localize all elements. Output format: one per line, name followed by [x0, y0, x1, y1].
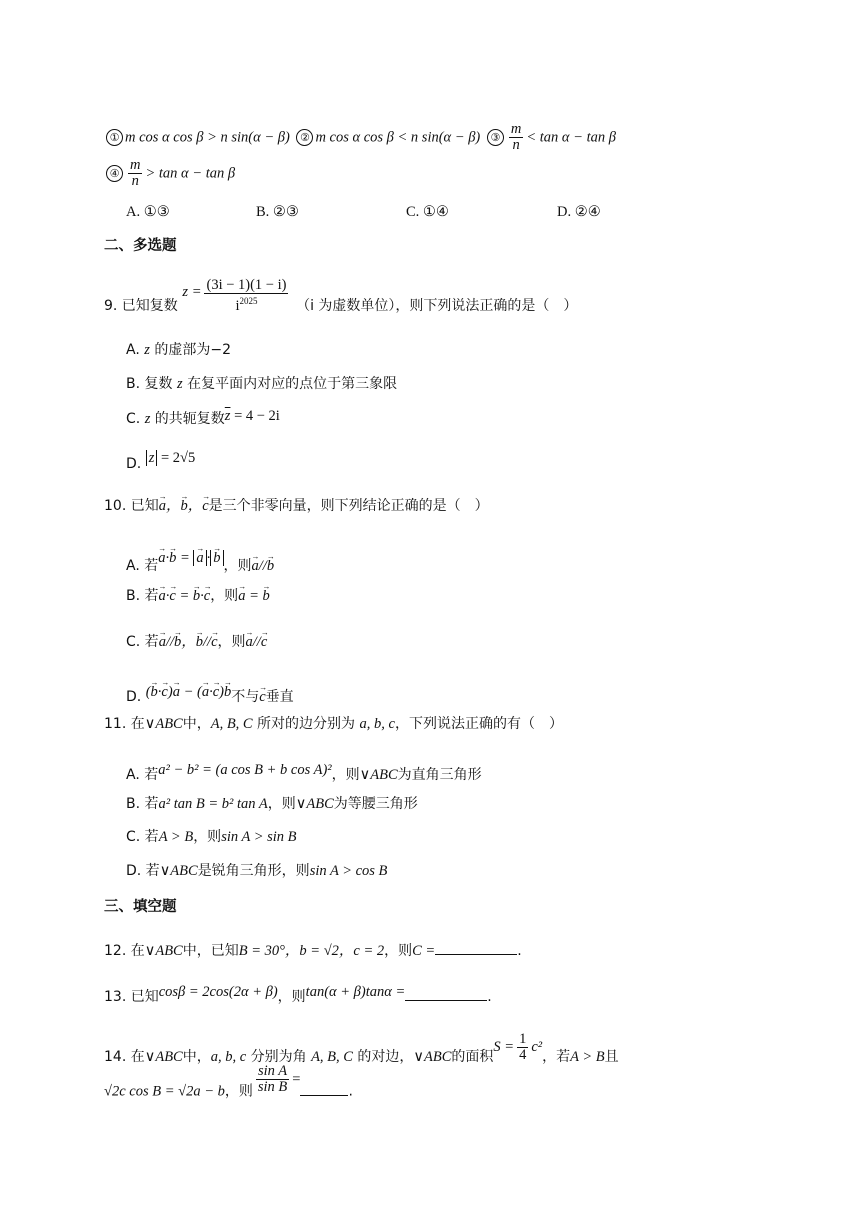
q9-z: z = [182, 284, 202, 300]
q13-stem: 13. 已知cosβ = 2cos(2α + β)，则tan(α + β)tanα = . [104, 984, 492, 1005]
q11-option-a[interactable]: A. 若a² − b² = (a cos B + b cos A)²，则∨ABC为直角三角形 [126, 762, 482, 783]
q9-stem [104, 278, 577, 314]
q8-option-d[interactable]: D. ②④ [557, 204, 601, 220]
q8-option-b[interactable]: B. ②③ [256, 204, 299, 220]
q9-option-c[interactable]: C. z 的共轭复数$\overline{z} = 4 - 2i$ [126, 408, 280, 427]
q8-statements-line1 [104, 122, 616, 153]
q8-statement-2: m cos α cos β < n sin(α − β) [315, 129, 481, 146]
label-1-icon: ① [106, 129, 123, 146]
q8-statement-1: m cos α cos β > n sin(α − β) [125, 129, 290, 146]
q9-option-b[interactable]: B. 复数 z 在复平面内对应的点位于第三象限 [126, 376, 398, 392]
section-3-heading: 三、填空题 [104, 899, 177, 915]
q14-stem-line2: √2c cos B = √2a − b，则 $\frac{\text{sin A}}{\text{sin B}}$ =. [104, 1063, 353, 1100]
q14-ratio-fraction: $\frac{\text{sin A}}{\text{sin B}}$ [257, 1063, 288, 1095]
q8-statements-line2 [104, 158, 235, 189]
q8-statement-3: < tan α − tan β [526, 129, 616, 146]
q10-option-a[interactable]: A. 若→ a·→ b = → a · → b ，则→ a//→ b [126, 548, 274, 576]
q8-option-c[interactable]: C. ①④ [406, 204, 449, 220]
q14-area-fraction: $\frac{1}{4}$ [519, 1031, 527, 1063]
q11-option-c[interactable]: C. 若A > B，则sin A > sin B [126, 829, 297, 845]
q9-stem-pre: 9. 已知复数 [104, 298, 178, 314]
q8-fraction-4: $\frac{m}{n}$ [130, 157, 141, 189]
q9-option-a[interactable]: A. z 的虚部为−2 [126, 342, 231, 358]
q14-answer-blank[interactable] [300, 1081, 348, 1096]
q10-option-b[interactable]: B. 若→ a·→ c = → b·→ c，则→ a = → b [126, 586, 270, 606]
q12-stem: 12. 在∨ABC中，已知B = 30°，b = √2，c = 2，则C = . [104, 940, 522, 961]
q9-fraction: $\frac{(3i - 1)(1 - i)}{i^{2025}}$ [206, 277, 287, 314]
q14-stem-line1: 14. 在∨ABC中，a, b, c 分别为角 A, B, C 的对边，∨ABC的面积S = $\frac{1}{4}$ c²，若A > B且 [104, 1031, 619, 1065]
label-2-icon: ② [296, 129, 313, 146]
q10-option-c[interactable]: C. 若→ a//→ b，→ b//→ c，则→ a//→ c [126, 632, 267, 652]
q10-option-d[interactable]: D. (→ b·→ c)→ a − (→ a·→ c)→ b不与→ c垂直 [126, 682, 294, 707]
section-2-heading: 二、多选题 [104, 238, 177, 254]
q8-fraction-3: $\frac{m}{n}$ [510, 121, 522, 153]
q11-stem: 11. 在∨ABC中，A, B, C 所对的边分别为 a, b, c，下列说法正确的有（ ） [104, 716, 563, 732]
q13-answer-blank[interactable] [405, 986, 487, 1001]
label-3-icon: ③ [487, 129, 504, 146]
q11-option-b[interactable]: B. 若a² tan B = b² tan A，则∨ABC为等腰三角形 [126, 796, 418, 812]
q8-statement-4: > tan α − tan β [145, 165, 236, 182]
label-4-icon: ④ [106, 165, 123, 182]
q9-stem-post: （i 为虚数单位），则下列说法正确的是（ ） [296, 298, 578, 314]
q10-stem: 10. 已知→ a，→ b，→ c是三个非零向量，则下列结论正确的是（ ） [104, 496, 489, 516]
q11-option-d[interactable]: D. 若∨ABC是锐角三角形，则sin A > cos B [126, 863, 388, 879]
q8-option-a[interactable]: A. ①③ [126, 204, 170, 220]
q9-option-d[interactable]: D. z = 2√5 [126, 450, 196, 472]
q12-answer-blank[interactable] [435, 940, 517, 955]
